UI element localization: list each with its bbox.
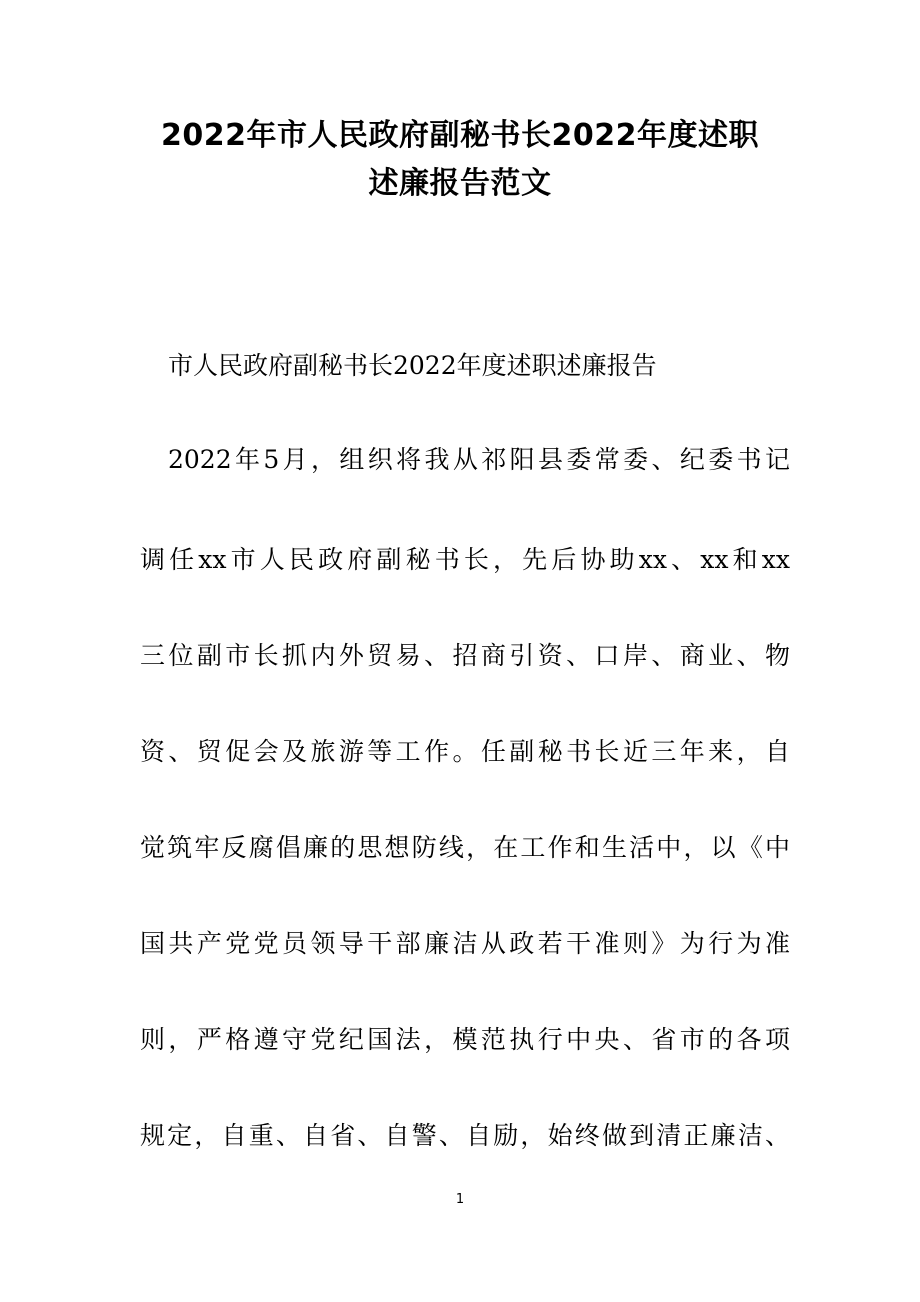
body-line-2: 调任xx市人民政府副秘书长，先后协助xx、xx和xx bbox=[140, 545, 790, 574]
body-line-5: 觉筑牢反腐倡廉的思想防线，在工作和生活中，以《中 bbox=[140, 833, 790, 862]
body-line-6: 国共产党党员领导干部廉洁从政若干准则》为行为准 bbox=[140, 929, 790, 958]
document-title-line-1: 2022年市人民政府副秘书长2022年度述职 bbox=[161, 118, 759, 153]
body-line-7: 则，严格遵守党纪国法，模范执行中央、省市的各项 bbox=[140, 1025, 790, 1054]
report-subtitle: 市人民政府副秘书长2022年度述职述廉报告 bbox=[168, 351, 657, 380]
body-line-8: 规定，自重、自省、自警、自励，始终做到清正廉洁、 bbox=[140, 1121, 790, 1150]
body-line-3: 三位副市长抓内外贸易、招商引资、口岸、商业、物 bbox=[140, 641, 790, 670]
body-line-4: 资、贸促会及旅游等工作。任副秘书长近三年来，自 bbox=[140, 737, 790, 766]
page-number: 1 bbox=[455, 1192, 465, 1207]
body-line-1: 2022年5月，组织将我从祁阳县委常委、纪委书记 bbox=[168, 445, 790, 474]
document-title-line-2: 述廉报告范文 bbox=[368, 166, 552, 201]
